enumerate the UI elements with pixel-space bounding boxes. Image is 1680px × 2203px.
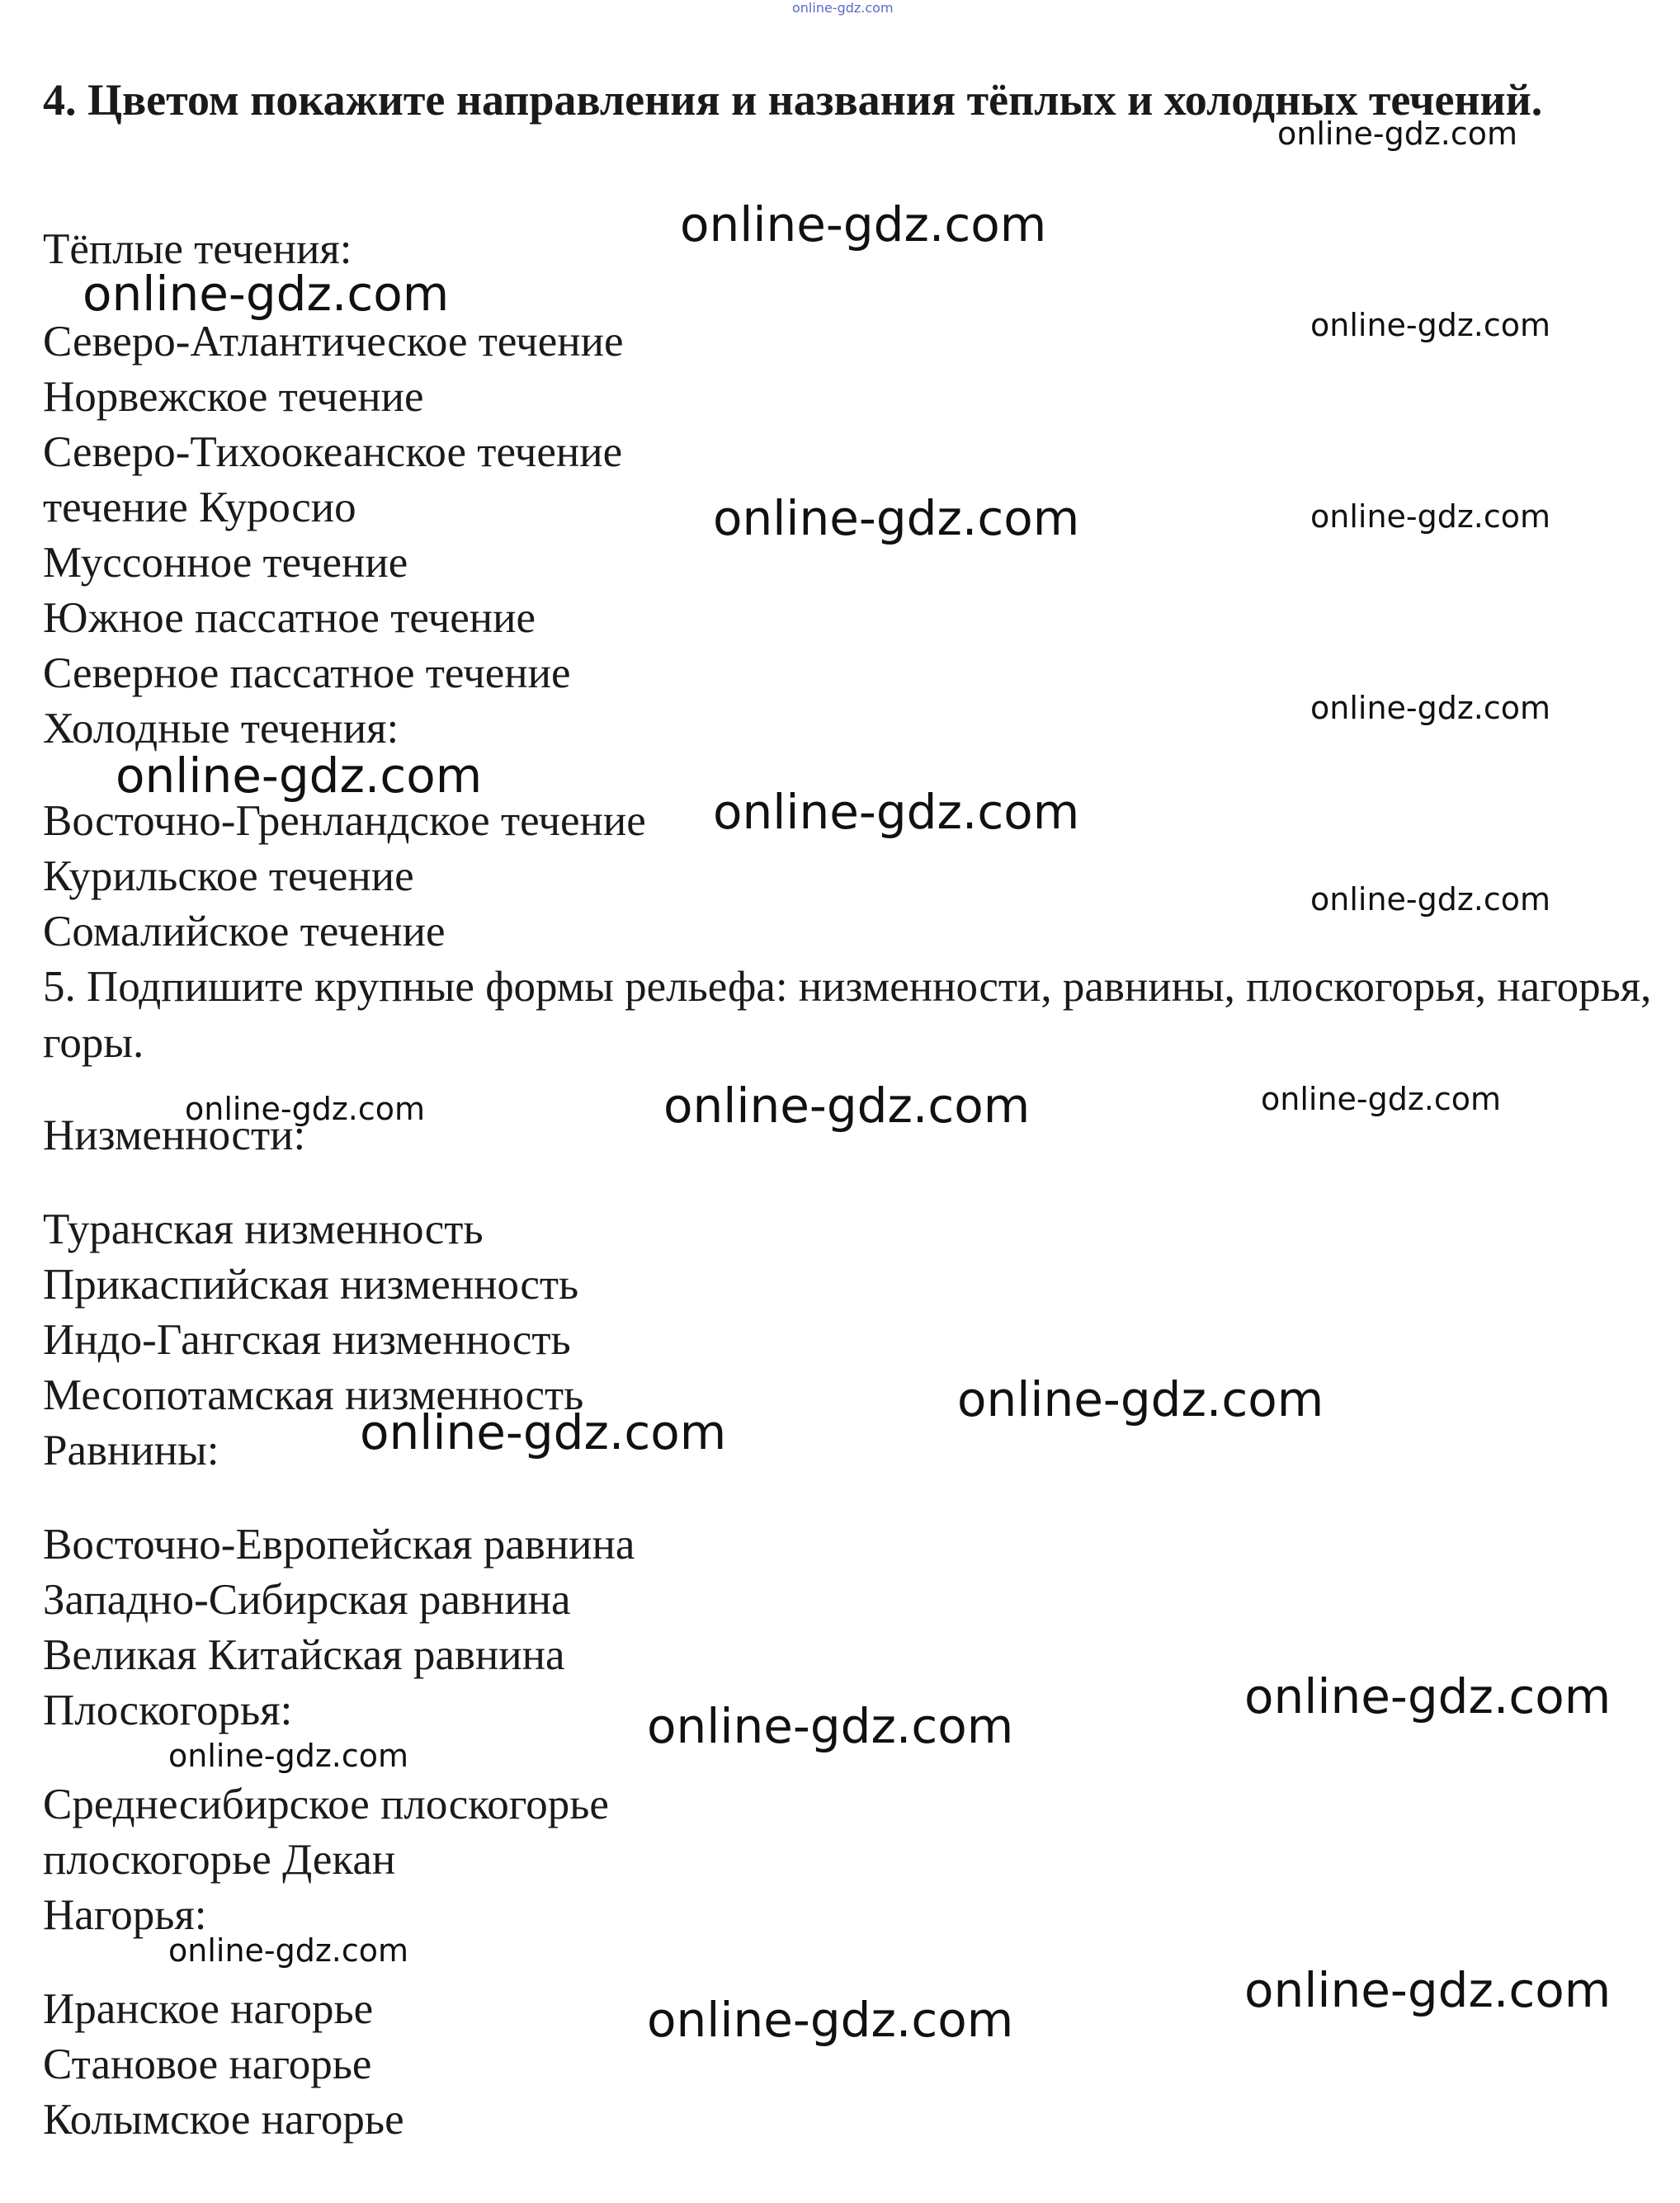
watermark: online-gdz.com — [1277, 116, 1518, 152]
watermark: online-gdz.com — [1310, 307, 1551, 343]
watermark: online-gdz.com — [957, 1371, 1324, 1427]
cold-current-item: Восточно-Гренландское течение — [43, 797, 646, 845]
watermark: online-gdz.com — [680, 196, 1047, 252]
highland-item: Иранское нагорье — [43, 1985, 374, 2033]
watermark: online-gdz.com — [713, 490, 1080, 546]
lowlands-label: Низменности: — [43, 1111, 306, 1159]
watermark: online-gdz.com — [647, 1992, 1014, 2048]
top-watermark: online-gdz.com — [792, 0, 894, 16]
watermark: online-gdz.com — [360, 1404, 727, 1460]
watermark: online-gdz.com — [1261, 1081, 1502, 1117]
watermark: online-gdz.com — [1310, 690, 1551, 726]
plateaus-label: Плоскогорья: — [43, 1686, 293, 1734]
watermark: online-gdz.com — [185, 1091, 426, 1127]
watermark: online-gdz.com — [663, 1078, 1031, 1134]
plains-label: Равнины: — [43, 1427, 219, 1474]
cold-current-item: Курильское течение — [43, 852, 414, 900]
watermark: online-gdz.com — [168, 1932, 409, 1969]
watermark: online-gdz.com — [647, 1698, 1014, 1754]
warm-current-item: Южное пассатное течение — [43, 594, 536, 642]
watermark: online-gdz.com — [1310, 498, 1551, 535]
warm-current-item: Северо-Тихоокеанское течение — [43, 428, 623, 476]
plateau-item: плоскогорье Декан — [43, 1836, 396, 1884]
lowland-item: Индо-Гангская низменность — [43, 1316, 571, 1364]
watermark: online-gdz.com — [1244, 1668, 1612, 1724]
warm-currents-label: Тёплые течения: — [43, 225, 352, 273]
lowland-item: Месопотамская низменность — [43, 1371, 584, 1419]
watermark: online-gdz.com — [116, 748, 483, 804]
plateau-item: Среднесибирское плоскогорье — [43, 1781, 609, 1828]
lowland-item: Туранская низменность — [43, 1205, 484, 1253]
warm-current-item: Муссонное течение — [43, 539, 408, 587]
lowland-item: Прикаспийская низменность — [43, 1261, 579, 1309]
warm-current-item: Северное пассатное течение — [43, 649, 571, 697]
cold-current-item: Сомалийское течение — [43, 908, 446, 955]
task4-title: 4. Цветом покажите направления и названия тёплых и холодных течений. — [43, 75, 1543, 125]
warm-current-item: Северо-Атлантическое течение — [43, 318, 624, 366]
plain-item: Восточно-Европейская равнина — [43, 1521, 635, 1569]
task5-title: 5. Подпишите крупные формы рельефа: низменности, равнины, плоскогорья, нагорья, горы. — [43, 963, 1652, 1067]
watermark: online-gdz.com — [168, 1738, 409, 1774]
watermark: online-gdz.com — [1310, 881, 1551, 918]
plain-item: Западно-Сибирская равнина — [43, 1576, 571, 1624]
plain-item: Великая Китайская равнина — [43, 1631, 565, 1679]
warm-current-item: Норвежское течение — [43, 373, 424, 421]
highland-item: Становое нагорье — [43, 2040, 372, 2088]
watermark: online-gdz.com — [713, 784, 1080, 840]
highland-item: Колымское нагорье — [43, 2096, 404, 2144]
watermark: online-gdz.com — [1244, 1962, 1612, 2018]
highlands-label: Нагорья: — [43, 1891, 207, 1939]
cold-currents-label: Холодные течения: — [43, 705, 399, 752]
watermark: online-gdz.com — [83, 266, 450, 322]
warm-current-item: течение Куросио — [43, 484, 356, 531]
